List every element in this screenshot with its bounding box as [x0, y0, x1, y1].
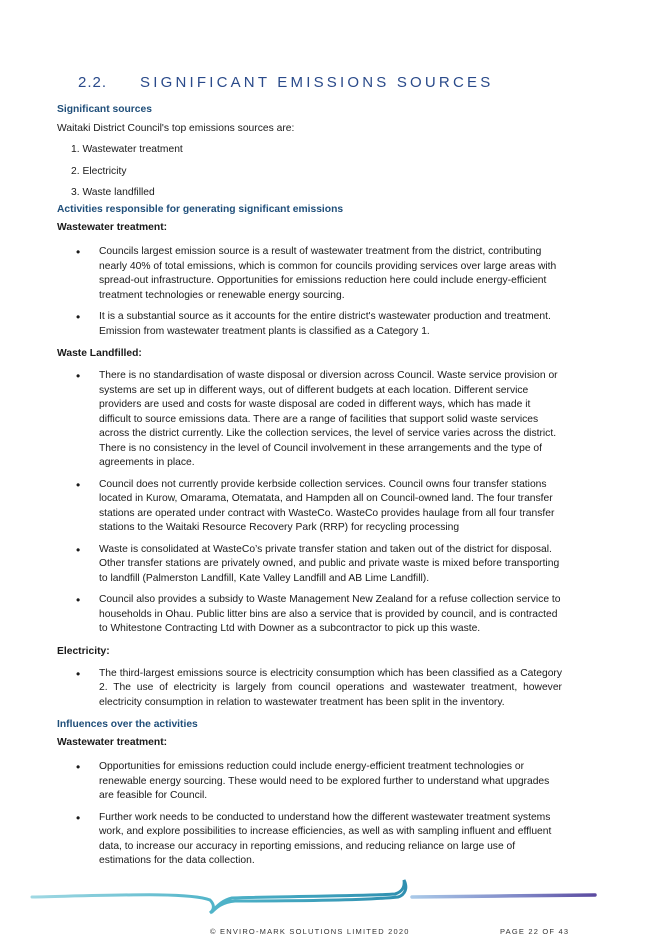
list-item: 3. Waste landfilled [71, 187, 155, 198]
significant-sources-list [57, 142, 562, 200]
electricity-heading: Electricity: [57, 645, 110, 657]
significant-sources-heading: Significant sources [57, 104, 152, 115]
footer-copyright: © ENVIRO-MARK SOLUTIONS LIMITED 2020 [210, 927, 410, 936]
list-item: • Waste is consolidated at WasteCo’s private transfer station and taken out of the district for disposal. Other transfer stations are privately owned, and public and private waste is mixed before transporting to landfill (Palmerston Landfill, Kate Valley Landfill and AB Lime Landfill). [57, 543, 562, 587]
landfilled-heading: Waste Landfilled: [57, 348, 142, 359]
section-title: SIGNIFICANT EMISSIONS SOURCES [140, 74, 494, 91]
list-item: • The third-largest emissions source is electricity consumption which has been classified as a Category 2. The use of electricity is largely from council operations and wastewater treatment, however electricity consumption in relation to wastewater treatment has been split in the inventory. [57, 667, 562, 711]
footer-wave-decoration [0, 870, 645, 920]
footer-page-number: PAGE 22 OF 43 [500, 927, 570, 936]
list-item: • Opportunities for emissions reduction could include energy-efficient treatment technologies or renewable energy sourcing. These would need to be explored further to understand what upgrades are feasible for Council. [57, 760, 562, 804]
list-item: • Councils largest emission source is a result of wastewater treatment from the district, contributing nearly 40% of total emissions, which is common for councils providing services over large areas with spread-out infrastructure. Opportunities for emissions reduction here could include energy-efficient treatment technologies or renewable energy sourcing. [57, 245, 562, 303]
list-item: • Council also provides a subsidy to Waste Management New Zealand for a refuse collection service to households in Ohau. Public litter bins are also a service that is provided by council, and is contracted to Whitestone Contracting Ltd with Downer as a subcontractor to pick up this waste. [57, 593, 562, 637]
landfilled-bullets [57, 369, 562, 637]
wastewater-bullets [57, 245, 562, 339]
list-item: • Further work needs to be conducted to understand how the different wastewater treatment systems work, and explore possibilities to increase efficiencies, as well as with sampling influent and effluent data, to increase our accuracy in reporting emissions, and reducing reliance on large use of estimations for the data collection. [57, 811, 562, 869]
list-item: • There is no standardisation of waste disposal or diversion across Council. Waste service provision or systems are set up in different ways, out of different budgets at each location. Different service providers are used and costs for waste disposal are coded in different ways, which has made it difficult to source emissions data. There are a range of facilities that support solid waste services across the district currently. Like the collection services, the level of service varies across the district. There is no consistency in the level of Council involvement in these arrangements and the type of agreements in place. [57, 369, 562, 471]
list-item: • It is a substantial source as it accounts for the entire district's wastewater production and treatment. Emission from wastewater treatment plants is classified as a Category 1. [57, 310, 562, 339]
purple-wave [412, 895, 595, 897]
influences-heading: Influences over the activities [57, 719, 198, 730]
list-item: • Council does not currently provide kerbside collection services. Council owns four transfer stations located in Kurow, Omarama, Otematata, and Hampden all on Council-owned land. The four transfer stations are operated under contract with WasteCo. WasteCo provides haulage from all four transfer stations to the Waitaki Resource Recovery Park (RRP) for recycling processing [57, 478, 562, 536]
influences-bullets [57, 760, 562, 869]
significant-sources-intro: Waitaki District Council's top emissions sources are: [57, 123, 295, 134]
section-heading [78, 74, 493, 91]
page-content [57, 102, 562, 876]
influences-wastewater-heading: Wastewater treatment: [57, 737, 168, 748]
activities-heading: Activities responsible for generating significant emissions [57, 204, 344, 215]
teal-wave [32, 880, 406, 913]
wastewater-heading: Wastewater treatment: [57, 222, 168, 233]
electricity-bullets [57, 667, 562, 711]
list-item: 2. Electricity [71, 165, 127, 177]
list-item: 1. Wastewater treatment [71, 144, 183, 155]
section-number: 2.2. [78, 74, 108, 91]
